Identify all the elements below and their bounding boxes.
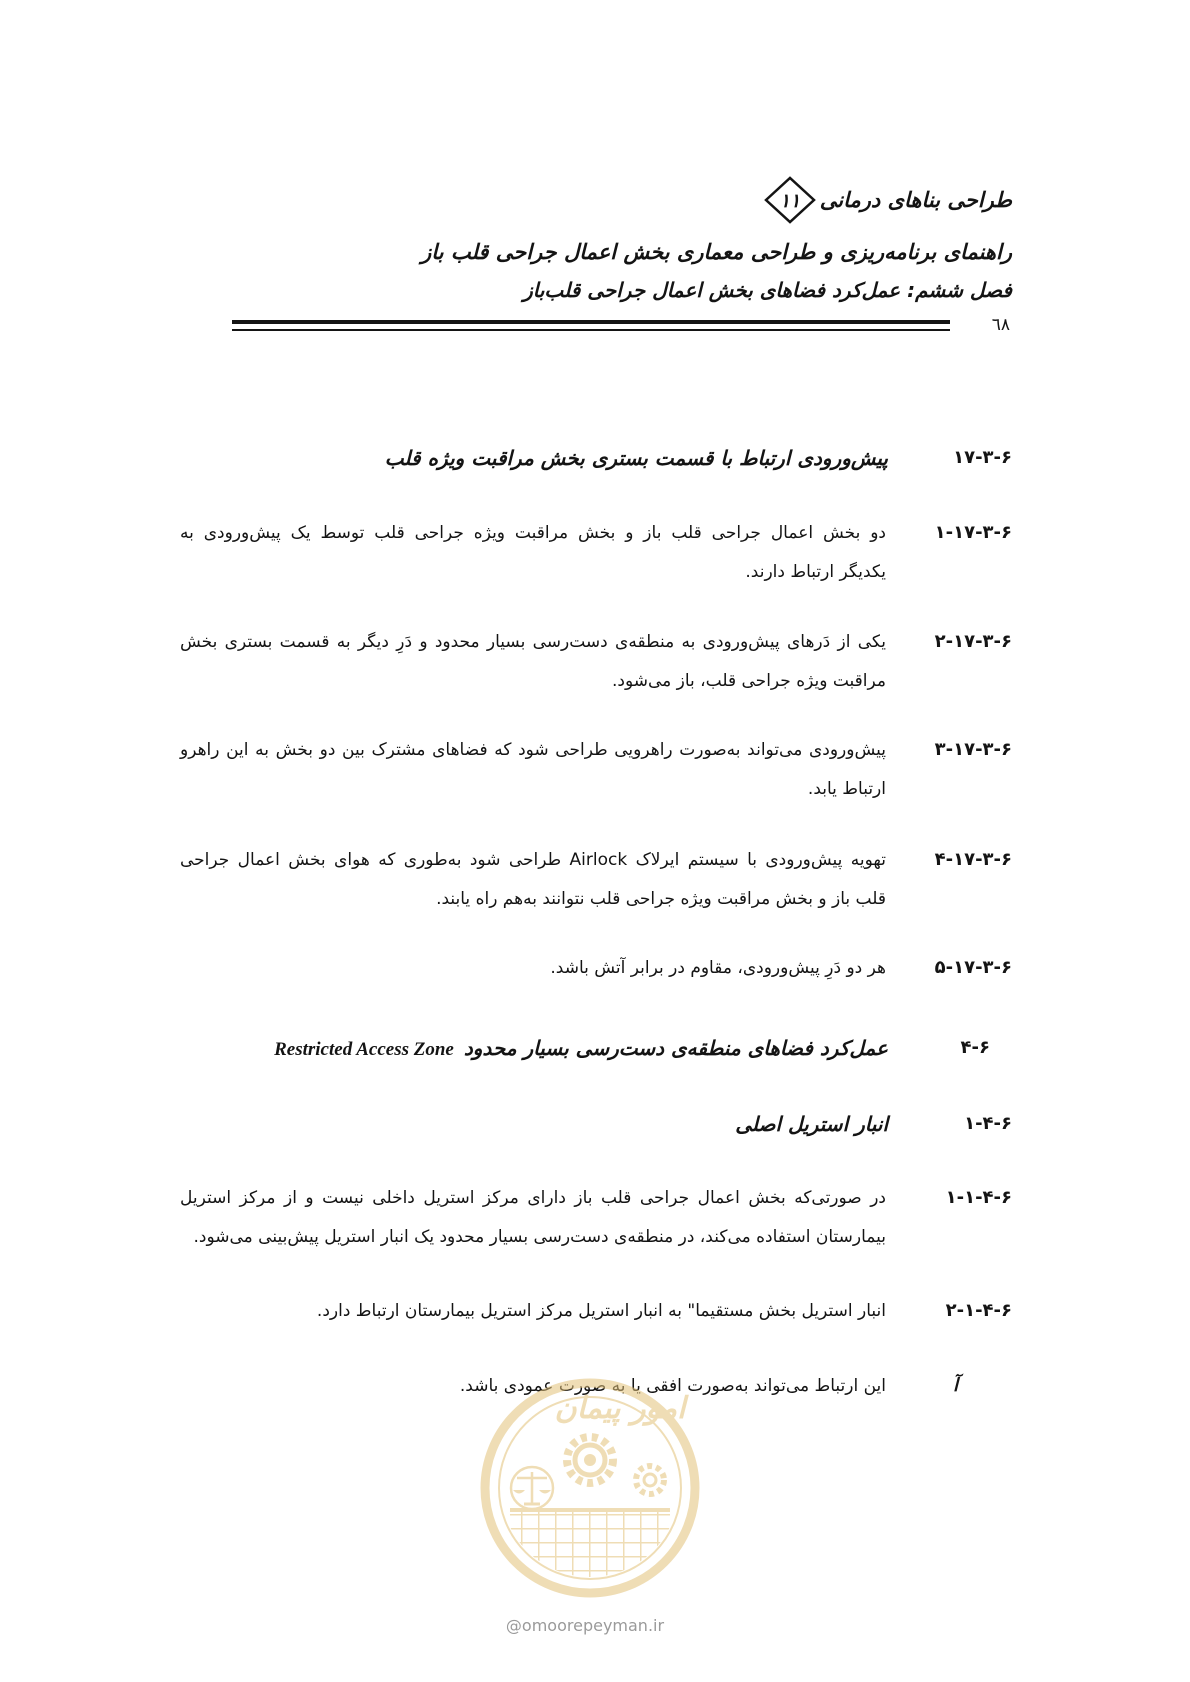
clause-number: ۵-۱۷-۳-۶ — [934, 957, 1012, 978]
header-rule-thin — [232, 329, 950, 331]
chapter-title: فصل ششم: عمل‌کرد فضاهای بخش اعمال جراحی قلب‌باز — [523, 278, 1012, 302]
page-number: ٦٨ — [991, 315, 1010, 335]
logo-lettering: امور پیمان — [554, 1391, 686, 1426]
gear-icon — [567, 1437, 613, 1483]
clause-text-line: یکدیگر ارتباط دارند. — [745, 562, 886, 582]
subclause-label: آ — [952, 1375, 958, 1396]
clause-text-line: پیش‌ورودی می‌تواند به‌صورت راهرویی طراحی شود که فضاهای مشترک بین دو بخش به این راهرو — [180, 740, 886, 760]
clause-text-line: قلب باز و بخش مراقبت ویژه جراحی قلب نتوانند به‌هم راه یابند. — [436, 889, 886, 909]
clause-number: ۲-۱-۴-۶ — [945, 1300, 1012, 1321]
volume-number: ۱۱ — [779, 190, 800, 212]
subclause-text: این ارتباط می‌تواند به‌صورت افقی یا به صورت عمودی باشد. — [459, 1376, 886, 1396]
watermark-logo — [470, 1360, 710, 1610]
section-heading: پیش‌ورودی ارتباط با قسمت بستری بخش مراقبت ویژه قلب — [384, 446, 888, 470]
small-gear-icon — [636, 1466, 664, 1494]
clause-number: ۱-۱۷-۳-۶ — [934, 522, 1012, 543]
watermark-group — [485, 1383, 695, 1593]
series-title-row — [764, 176, 1012, 224]
clause-text-line: بیمارستان استفاده می‌کند، در منطقه‌ی دست‌رسی بسیار محدود یک انبار استریل پیش‌بینی می‌شود. — [193, 1227, 886, 1247]
clause-number: ۱-۱-۴-۶ — [945, 1187, 1012, 1208]
section-heading — [274, 1034, 888, 1062]
section-heading-fa: عمل‌کرد فضاهای منطقه‌ی دست‌رسی بسیار محدود — [463, 1036, 888, 1060]
guide-title: راهنمای برنامه‌ریزی و طراحی معماری بخش اعمال جراحی قلب باز — [421, 240, 1012, 264]
subsection-heading: انبار استریل اصلی — [735, 1112, 888, 1136]
clause-number: ۴-۱۷-۳-۶ — [934, 849, 1012, 870]
clause-text-line: تهویه پیش‌ورودی با سیستم ایرلاک Airlock طراحی شود به‌طوری که هوای بخش اعمال جراحی — [180, 850, 886, 870]
header-rule-thick — [232, 320, 950, 324]
clause-number: ۳-۱۷-۳-۶ — [934, 739, 1012, 760]
section-number: ۱۷-۳-۶ — [953, 447, 1012, 468]
clause-text-line: یکی از دَرهای پیش‌ورودی به منطقه‌ی دست‌رسی بسیار محدود و دَرِ دیگر به قسمت بستری بخش — [180, 632, 886, 652]
clause-text-line: دو بخش اعمال جراحی قلب باز و بخش مراقبت ویژه جراحی قلب توسط یک پیش‌ورودی به — [180, 523, 886, 543]
section-number: ۴-۶ — [960, 1037, 990, 1058]
scale-icon — [511, 1467, 553, 1509]
section-heading-en: Restricted Access Zone — [274, 1039, 454, 1060]
series-title: طراحی بناهای درمانی — [819, 188, 1012, 212]
watermark-url: @omoorepeyman.ir — [505, 1616, 665, 1635]
clause-text-line: در صورتی‌که بخش اعمال جراحی قلب باز دارای مرکز استریل داخلی نیست و از مرکز استریل — [180, 1188, 886, 1208]
clause-text-line: مراقبت ویژه جراحی قلب، باز می‌شود. — [611, 671, 886, 691]
clause-text-line: ارتباط یابد. — [807, 779, 886, 799]
subsection-number: ۱-۴-۶ — [964, 1113, 1012, 1134]
volume-number-badge — [764, 176, 816, 224]
clause-text-line: انبار استریل بخش مستقیما" به انبار استریل مرکز استریل بیمارستان ارتباط دارد. — [316, 1301, 886, 1321]
clause-number: ۲-۱۷-۳-۶ — [934, 631, 1012, 652]
clause-text-line: هر دو دَرِ پیش‌ورودی، مقاوم در برابر آتش باشد. — [550, 958, 886, 978]
